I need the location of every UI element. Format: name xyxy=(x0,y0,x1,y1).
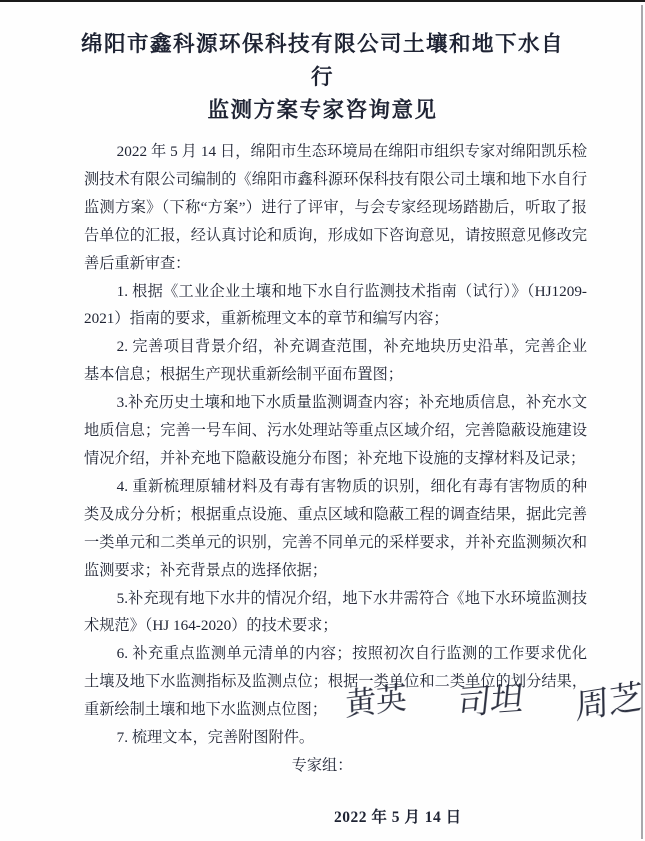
opinion-item-7: 7. 梳理文本，完善附图附件。 xyxy=(116,729,315,747)
document-date: 2022 年 5 月 14 日 xyxy=(334,808,462,826)
page-title xyxy=(70,28,575,127)
handwritten-signature-1: 黄英 xyxy=(344,679,408,723)
document-body xyxy=(84,138,587,832)
page-title-line1: 绵阳市鑫科源环保科技有限公司土壤和地下水自行 xyxy=(80,32,564,89)
handwritten-signature-2: 司坦 xyxy=(455,681,526,723)
scan-right-edge xyxy=(641,5,643,839)
opinion-item-5: 5.补充现有地下水井的情况介绍，地下水井需符合《地下水环境监测技术规范》（HJ 164-2020）的技术要求； xyxy=(84,589,587,635)
handwritten-signature-3: 周芝 xyxy=(575,678,643,727)
opinion-item-3: 3.补充历史土壤和地下水质量监测调查内容；补充地质信息，补充水文地质信息；完善一号车间、污水处理站等重点区域介绍，完善隐蔽设施建设情况介绍，并补充地下隐蔽设施分布图；补充地下设施的支撑材料及记录； xyxy=(84,394,587,467)
page-title-line2: 监测方案专家咨询意见 xyxy=(207,98,438,122)
intro-paragraph: 2022 年 5 月 14 日，绵阳市生态环境局在绵阳市组织专家对绵阳凯乐检测技术有限公司编制的《绵阳市鑫科源环保科技有限公司土壤和地下水自行监测方案》（下称“方案”）进行了评审，与会专家经现场踏勘后，听取了报告单位的汇报，经认真讨论和质询，形成如下咨询意见，请按照意见修改完善后重新审查： xyxy=(84,143,587,272)
opinion-item-4: 4. 重新梳理原辅材料及有毒有害物质的识别，细化有毒有害物质的种类及成分分析；根据重点设施、重点区域和隐蔽工程的调查结果，据此完善一类单元和二类单元的识别，完善不同单元的采样要求，并补充监测频次和监测要求；补充背景点的选择依据； xyxy=(84,477,587,579)
opinion-item-2: 2. 完善项目背景介绍，补充调查范围，补充地块历史沿革，完善企业基本信息；根据生产现状重新绘制平面布置图； xyxy=(84,338,587,384)
opinion-item-6: 6. 补充重点监测单元清单的内容；按照初次自行监测的工作要求优化土壤及地下水监测指标及监测点位；根据一类单位和二类单位的划分结果，重新绘制土壤和地下水监测点位图； xyxy=(84,645,587,719)
opinion-item-1: 1. 根据《工业企业土壤和地下水自行监测技术指南（试行）》（HJ1209-2021）指南的要求，重新梳理文本的章节和编写内容； xyxy=(84,282,587,328)
scan-top-edge xyxy=(0,0,645,2)
expert-group-row xyxy=(84,752,587,780)
expert-group-label: 专家组： xyxy=(291,756,353,774)
